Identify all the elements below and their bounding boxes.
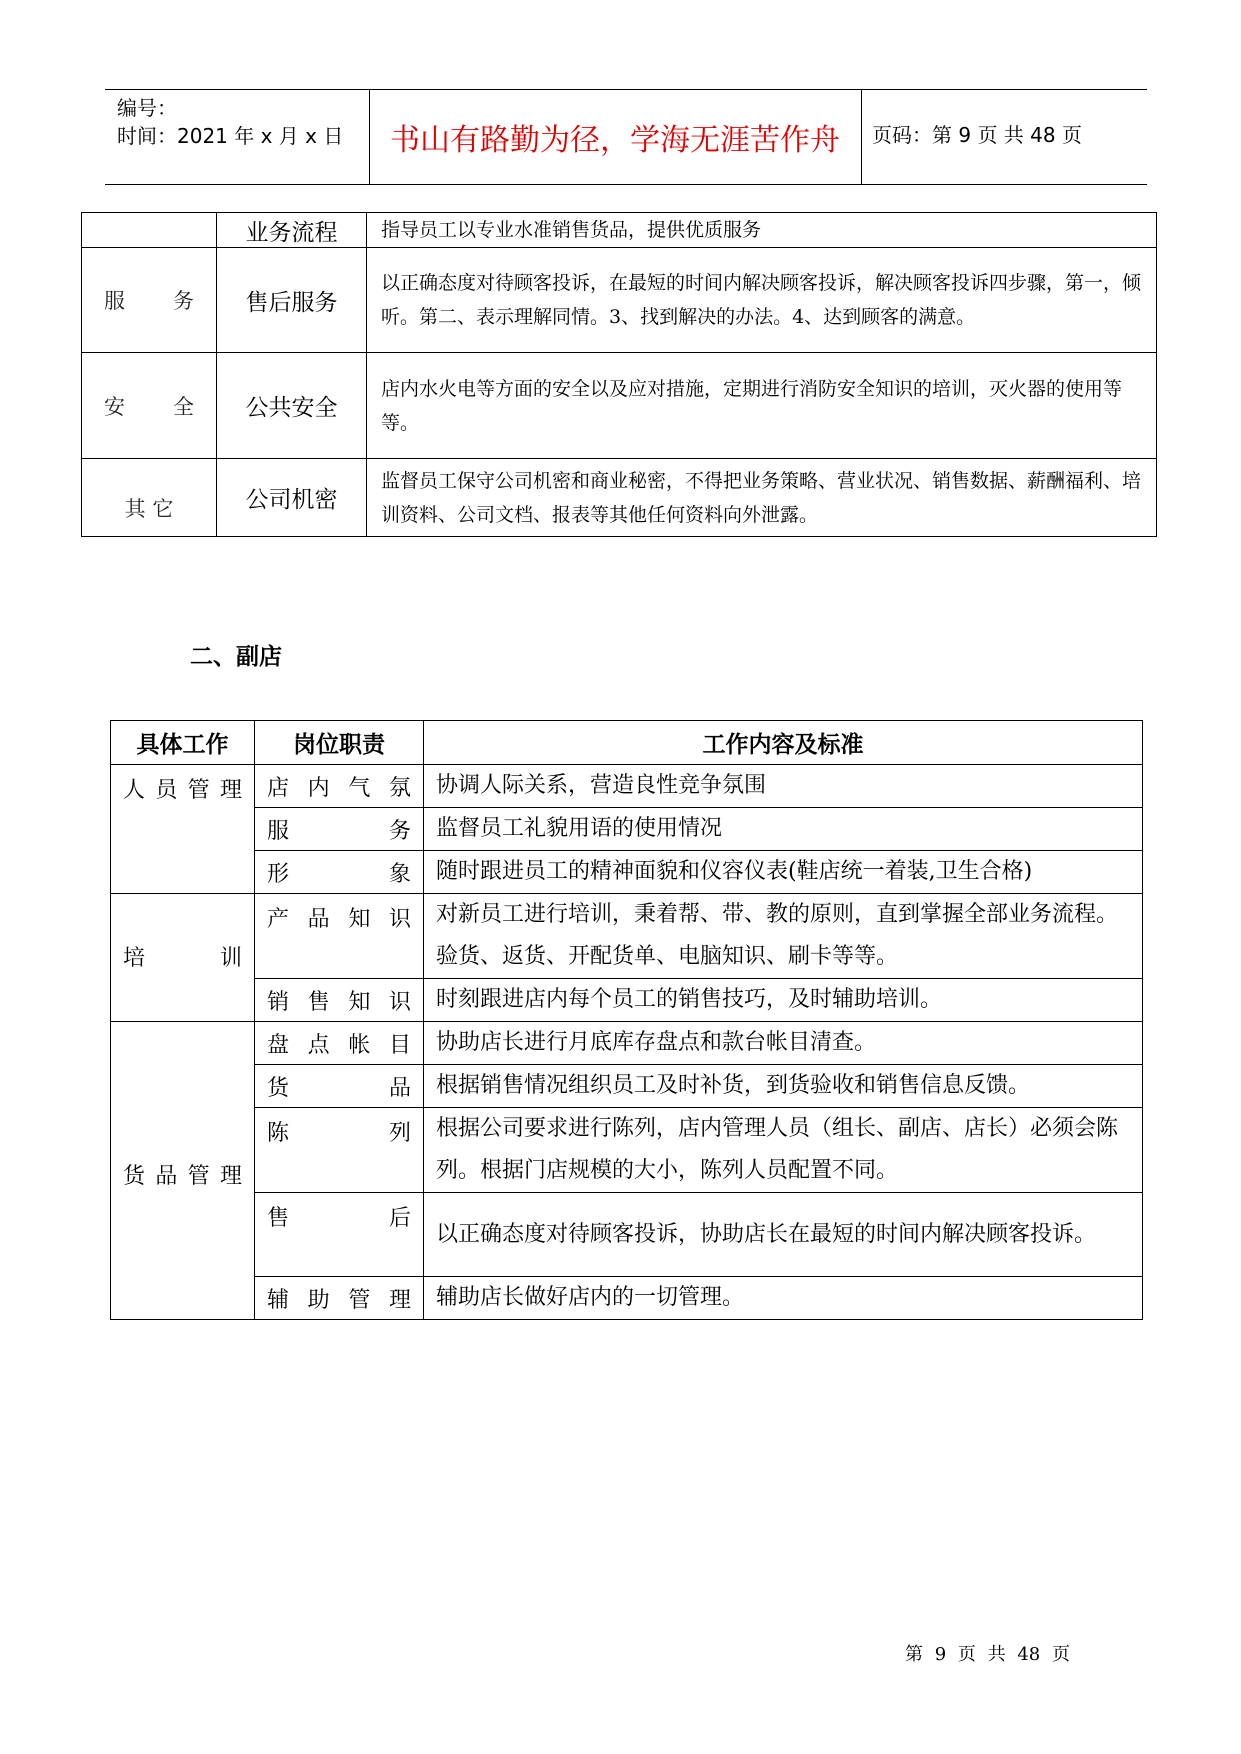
label-char: 产 bbox=[267, 907, 290, 932]
table-row bbox=[111, 808, 1143, 851]
category-label bbox=[111, 941, 254, 972]
category-cell bbox=[82, 213, 217, 248]
description-cell: 以正确态度对待顾客投诉，在最短的时间内解决顾客投诉，解决顾客投诉四步骤，第一，倾听。第二、表示理解同情。3、找到解决的办法。4、达到顾客的满意。 bbox=[367, 248, 1157, 353]
section-title: 二、副店 bbox=[190, 643, 282, 670]
label-char: 列 bbox=[388, 1121, 411, 1146]
label-char: 品 bbox=[307, 907, 330, 932]
category-char: 服 bbox=[104, 289, 125, 313]
label-char: 店 bbox=[267, 775, 290, 801]
category-char: 安 bbox=[104, 394, 125, 419]
duty-cell bbox=[255, 894, 424, 979]
label-char: 销 bbox=[267, 989, 290, 1015]
label-char: 盘 bbox=[267, 1032, 290, 1058]
duty-label bbox=[255, 814, 423, 845]
label-char: 点 bbox=[307, 1032, 330, 1058]
duty-cell bbox=[255, 1022, 424, 1065]
table-row bbox=[82, 213, 1157, 248]
duty-cell bbox=[255, 808, 424, 851]
label-char: 货 bbox=[267, 1075, 290, 1101]
category-char: 务 bbox=[173, 289, 194, 313]
description-cell: 辅助店长做好店内的一切管理。 bbox=[424, 1277, 1143, 1320]
duty-label bbox=[255, 1283, 423, 1314]
duty-label bbox=[255, 771, 423, 802]
page-footer: 第 9 页 共 48 页 bbox=[905, 1644, 1070, 1665]
duty-label bbox=[255, 1071, 423, 1102]
table-row bbox=[111, 1277, 1143, 1320]
description-cell: 根据公司要求进行陈列，店内管理人员（组长、副店、店长）必须会陈列。根据门店规模的大小，陈列人员配置不同。 bbox=[424, 1108, 1143, 1193]
description-cell: 随时跟进员工的精神面貌和仪容仪表(鞋店统一着装,卫生合格) bbox=[424, 851, 1143, 894]
category-cell bbox=[111, 1022, 255, 1320]
label-char: 理 bbox=[388, 1287, 411, 1313]
table-row bbox=[82, 459, 1157, 537]
label-char: 助 bbox=[307, 1287, 330, 1313]
header-meta bbox=[117, 94, 343, 150]
label-char: 氛 bbox=[388, 775, 411, 801]
column-header: 岗位职责 bbox=[255, 721, 424, 765]
label-char: 象 bbox=[388, 861, 411, 887]
description-cell: 对新员工进行培训，秉着帮、带、教的原则，直到掌握全部业务流程。验货、返货、开配货单、电脑知识、刷卡等等。 bbox=[424, 894, 1143, 979]
label-char: 服 bbox=[267, 818, 290, 844]
label-char: 目 bbox=[388, 1032, 411, 1058]
label-char: 售 bbox=[267, 1206, 290, 1231]
header-page-label: 页码：第 9 页 共 48 页 bbox=[872, 123, 1082, 147]
duty-label bbox=[255, 1201, 423, 1232]
category-label bbox=[111, 773, 254, 804]
header-divider bbox=[861, 90, 862, 184]
label-char: 品 bbox=[155, 1164, 178, 1189]
category-cell bbox=[82, 248, 217, 353]
label-char: 管 bbox=[348, 1287, 371, 1313]
label-char: 气 bbox=[348, 775, 371, 801]
deputy-manager-duties-table bbox=[110, 720, 1143, 1320]
label-char: 识 bbox=[388, 907, 411, 932]
table-row bbox=[111, 1022, 1143, 1065]
table-row bbox=[111, 851, 1143, 894]
page-header bbox=[105, 89, 1147, 185]
description-cell: 时刻跟进店内每个员工的销售技巧，及时辅助培训。 bbox=[424, 979, 1143, 1022]
duties-table-continued bbox=[81, 212, 1157, 537]
label-char: 辅 bbox=[267, 1287, 290, 1313]
label-char: 知 bbox=[348, 907, 371, 932]
duty-cell bbox=[255, 1108, 424, 1193]
table-row bbox=[111, 1065, 1143, 1108]
table-row bbox=[111, 1193, 1143, 1277]
column-header: 具体工作 bbox=[111, 721, 255, 765]
label-char: 形 bbox=[267, 861, 290, 887]
description-cell: 监督员工礼貌用语的使用情况 bbox=[424, 808, 1143, 851]
category-cell bbox=[111, 894, 255, 1022]
label-char: 管 bbox=[187, 1164, 210, 1189]
table-row bbox=[82, 248, 1157, 353]
duty-cell bbox=[255, 851, 424, 894]
table-row bbox=[111, 1108, 1143, 1193]
label-char: 货 bbox=[123, 1164, 146, 1189]
duty-cell: 业务流程 bbox=[217, 213, 367, 248]
category-cell bbox=[111, 765, 255, 894]
number-label: 编号： bbox=[117, 96, 177, 120]
duty-cell bbox=[255, 1277, 424, 1320]
duty-cell bbox=[255, 765, 424, 808]
table-row bbox=[111, 894, 1143, 979]
label-char: 售 bbox=[307, 989, 330, 1015]
label-char: 品 bbox=[388, 1075, 411, 1101]
label-char: 人 bbox=[123, 778, 146, 803]
description-cell: 店内水火电等方面的安全以及应对措施，定期进行消防安全知识的培训，灭火器的使用等等。 bbox=[367, 353, 1157, 459]
duty-cell: 公共安全 bbox=[217, 353, 367, 459]
table-row bbox=[82, 353, 1157, 459]
label-char: 内 bbox=[307, 775, 330, 801]
table-row bbox=[111, 765, 1143, 808]
label-char: 知 bbox=[348, 989, 371, 1015]
category-cell bbox=[82, 353, 217, 459]
header-motto: 书山有路勤为径，学海无涯苦作舟 bbox=[390, 123, 840, 158]
description-cell: 监督员工保守公司机密和商业秘密，不得把业务策略、营业状况、销售数据、薪酬福利、培训资料、公司文档、报表等其他任何资料向外泄露。 bbox=[367, 459, 1157, 537]
table-row bbox=[111, 979, 1143, 1022]
description-cell: 以正确态度对待顾客投诉，协助店长在最短的时间内解决顾客投诉。 bbox=[424, 1193, 1143, 1277]
category-cell: 其 它 bbox=[82, 459, 217, 537]
label-char: 训 bbox=[219, 946, 242, 971]
duty-cell: 售后服务 bbox=[217, 248, 367, 353]
description-cell: 协助店长进行月底库存盘点和款台帐目清查。 bbox=[424, 1022, 1143, 1065]
time-label: 时间：2021 年 x 月 x 日 bbox=[117, 124, 344, 148]
description-cell: 根据销售情况组织员工及时补货，到货验收和销售信息反馈。 bbox=[424, 1065, 1143, 1108]
duty-label bbox=[255, 1116, 423, 1147]
label-char: 后 bbox=[388, 1206, 411, 1231]
label-char: 理 bbox=[219, 778, 242, 803]
label-char: 培 bbox=[123, 946, 146, 971]
label-char: 管 bbox=[187, 778, 210, 803]
description-cell: 指导员工以专业水准销售货品，提供优质服务 bbox=[367, 213, 1157, 248]
category-char: 全 bbox=[173, 394, 194, 419]
column-header: 工作内容及标准 bbox=[424, 721, 1143, 765]
label-char: 帐 bbox=[348, 1032, 371, 1058]
duty-cell bbox=[255, 1065, 424, 1108]
duty-label bbox=[255, 985, 423, 1016]
table-header-row bbox=[111, 721, 1143, 765]
label-char: 务 bbox=[388, 818, 411, 844]
duty-cell bbox=[255, 1193, 424, 1277]
duty-label bbox=[255, 902, 423, 933]
description-cell: 协调人际关系，营造良性竞争氛围 bbox=[424, 765, 1143, 808]
label-char: 识 bbox=[388, 989, 411, 1015]
duty-label bbox=[255, 857, 423, 888]
label-char: 理 bbox=[219, 1164, 242, 1189]
duty-cell bbox=[255, 979, 424, 1022]
label-char: 陈 bbox=[267, 1121, 290, 1146]
label-char: 员 bbox=[155, 778, 178, 803]
category-label bbox=[111, 1159, 254, 1190]
duty-label bbox=[255, 1028, 423, 1059]
duty-cell: 公司机密 bbox=[217, 459, 367, 537]
